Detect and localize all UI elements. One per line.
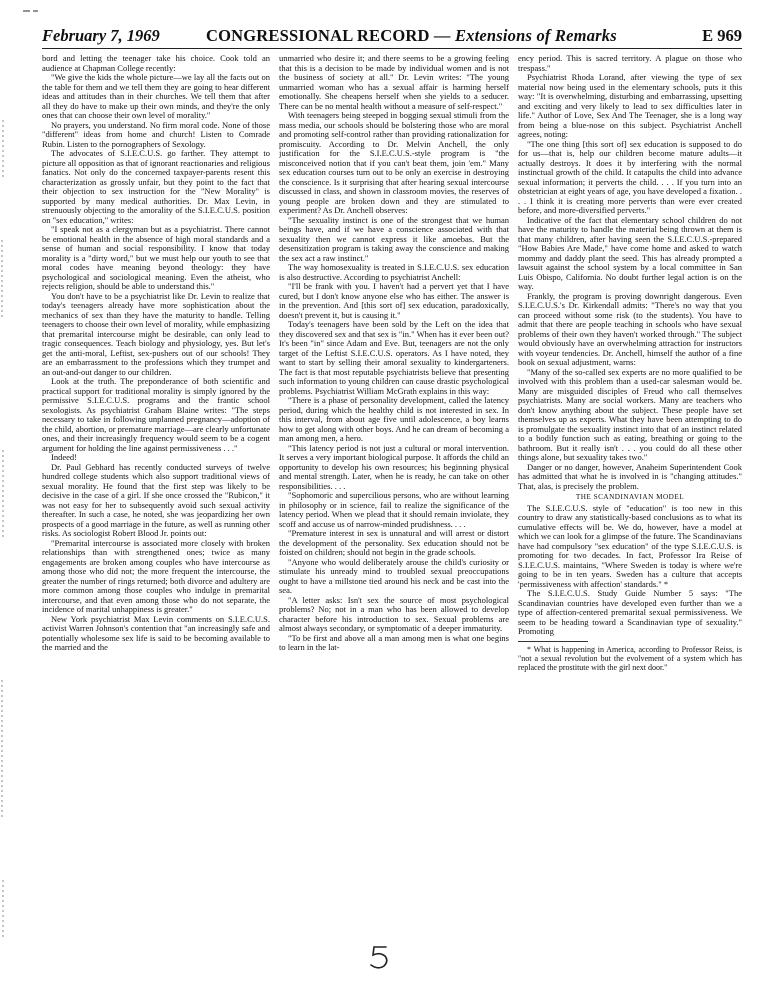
quote-paragraph: "The sexuality instinct is one of the strongest that we human beings have, and if we have a conscience associated with that sexuality then we cannot express it like amoebas. But the desensitization program is taking away the conscience and making the sex act a raw instinct." — [279, 214, 509, 263]
handwritten-page-mark — [366, 944, 394, 970]
quote-paragraph: "Sophomoric and supercilious persons, who are without learning in philosophy or in science, fail to realize the significance of the latency period. When we plead that it should remain inviolate, they scoff and accuse us of narrow-minded prudishness. . . . — [279, 490, 509, 529]
binding-edge-marks — [0, 120, 6, 940]
quote-paragraph: "To be first and above all a man among men is what one begins to learn in the lat- — [279, 632, 509, 652]
paragraph: Look at the truth. The preponderance of both scientific and practical support for traditional morality is simply ignored by the permissive S.I.E.C.U.S. programs and the frantic school sexologists. As psychiatrist Graham Blaine writes: "The steps necessary to take in following unplanned pregnancy—adoption of the child, abortion, or premature marriage—are clearly unfortunate ones, and their increasingly frequency would seem to be a cogent argument for holding the line against permissiveness . . ." — [42, 376, 270, 453]
header-title-main: CONGRESSIONAL RECORD — — [206, 26, 451, 45]
quote-paragraph: "Premarital intercourse is associated more closely with broken relationships than with strengthened ones; twice as many engagements are broken among couples who have intercourse as among those who did not; the more frequent the intercourse, the greater the number of rings returned; both divorce and adultery are more common among those couples who indulge in premarital intercourse, and that even among those who do not separate, the incidence of marital unhappiness is greater." — [42, 537, 270, 614]
quote-paragraph: "Premature interest in sex is unnatural and will arrest or distort the development of the personality. Sex education should not be foisted on children; should not begin in the grade schools. — [279, 528, 509, 557]
paragraph: Frankly, the program is proving downright dangerous. Even S.I.E.C.U.S.'s Dr. Kirkendall admits: "There's no way that you can proceed without some risk (to the students). You have to admit that there are people teaching in schools who have sexual problems of their own they haven't worked through." The subject would obviously have an overwhelming attraction for instructors with voyeur tendencies. Dr. Anchell, himself the author of a fine book on sexual adjustment, warns: — [518, 290, 742, 367]
quote-paragraph: "We give the kids the whole picture—we lay all the facts out on the table for them and we tell them they are going to hear different ideas and attitudes than in their churches. We tell them that after all they do have to make up their own minds, and they're the only ones that can choose their own level of morality." — [42, 72, 270, 120]
footnote: * What is happening in America, according to Professor Reiss, is "not a sexual revolution but the evolvement of a system which has replaced the prostitute with the girl next door." — [518, 644, 742, 672]
paragraph: The S.I.E.C.U.S. style of "education" is too new in this country to draw any statistically-based conclusions as to what its cumulative effects will be. We do, however, have a model at which we can look for a glimpse of the future. The Scandinavians have had compulsory "sex education" of the type S.I.E.C.U.S. is promoting for two decades. In fact, Professor Ira Reise of S.I.E.C.U.S. maintains, "Where Sweden is today is where we're going to be in ten years. Sweden has a culture that accepts 'permissiveness with affection' standards." * — [518, 502, 742, 589]
header-rule — [42, 48, 742, 49]
header-title-extensions: Extensions of Remarks — [454, 26, 617, 45]
header-date: February 7, 1969 — [42, 26, 160, 45]
header-title — [206, 26, 617, 46]
page-header — [42, 26, 742, 50]
paragraph: The advocates of S.I.E.C.U.S. go farther. They attempt to picture all opposition as that of ignorant reactionaries and religious fanatics. Not only do the concerned taxpayer-parents resent this characterization as grossly unfair, but they point to the fact that their objection to sex instruction for the "New Morality" is supported by many medical authorities. Dr. Max Levin, in strenuously objecting to the amorality of the S.I.E.C.U.S. position on "sex education," writes: — [42, 148, 270, 225]
paragraph: Dr. Paul Gebhard has recently conducted surveys of twelve hundred college students which also support traditional views of sexual morality. He found that the first step was likely to be decisive in the case of a girl. If she once crossed the "Rubicon," it was not easy for her to subsequently avoid such sexual activity thereafter. In such a case, he noted, she was jeopardizing her own prospects of a good marriage in the future, as well as running other risks. As sociologist Robert Blood Jr. points out: — [42, 461, 270, 538]
quote-paragraph: "I speak not as a clergyman but as a psychiatrist. There cannot be emotional health in the absence of high moral standards and a sense of human and social responsibility. I know that today morality is a "dirty word," but we must help our youth to see that moral codes have meaning beyond theology: they have psychological and sociological meaning. Even the atheist, who rejects religion, should be able to understand this." — [42, 224, 270, 291]
paragraph: ency period. This is sacred territory. A plague on those who trespass." — [518, 54, 742, 73]
paragraph: The S.I.E.C.U.S. Study Guide Number 5 says: "The Scandinavian countries have developed even further than we a type of affection-centered premarital sexual permissiveness. We seem to be heading toward a Scandinavian type of sexuality." Promoting — [518, 588, 742, 636]
quote-paragraph: "Many of the so-called sex experts are no more qualified to be involved with this problem than a used-car salesman would be. Many are misguided disciples of Freud who call themselves psychiatrists. Many are social workers. Many are teachers who don't know anything about the subject. These people have set themselves up as experts. What they have been attempting to do is promulgate the sexuality instinct into that of an instinct related to a bodily function such as eating, breathing or going to the bathroom. But it really isn't . . . you could do all these other things alone, but sexuality takes two." — [518, 366, 742, 462]
quote-paragraph: "Anyone who would deliberately arouse the child's curiosity or stimulate his unready mind to troubled sexual preoccupations ought to have a millstone tied around his neck and be cast into the sea. — [279, 556, 509, 595]
footnote-rule — [518, 641, 588, 642]
paragraph: No prayers, you understand. No firm moral code. None of those "different" ideas from home and church! Listen to Comrade Rubin. Listen to the pornographers of Sexology. — [42, 119, 270, 149]
column-3 — [518, 54, 742, 959]
paragraph: New York psychiatrist Max Levin comments on S.I.E.C.U.S. activist Warren Johnson's contention that "an increasingly safe and potentially wholesome sex life is said to be becoming available to the married and the — [42, 613, 270, 652]
paragraph: You don't have to be a psychiatrist like Dr. Levin to realize that today's teenagers already have more sophistication about the mechanics of sex than they have the maturity to handle. Telling teenagers to choose their own level of morality, while emphasizing that premarital intercourse might be desirable, can only lead to tragic consequences. Teach biology and physiology, yes. But let's get the anti-moral, Leftist, sex-pushers out of our schools! They are an embarrassment to the professions which they trumpet and an out-and-out danger to our children. — [42, 290, 270, 377]
column-2 — [279, 54, 509, 959]
column-1 — [42, 54, 270, 959]
paragraph: Indeed! — [51, 452, 77, 462]
quote-paragraph: "I'll be frank with you. I haven't had a pervert yet that I have cured, but I don't know anyone else who has either. The answer is in the prevention. And [this sort of] sex education, paradoxically, doesn't prevent it, but is causing it." — [279, 281, 509, 320]
quote-paragraph: "The one thing [this sort of] sex education is supposed to do for us—that is, help our children become mature adults—it actually destroys. It does it by interfering with the normal instinctual growth of the child. It catapults the child into advance sexual information; it perverts the child. . . . If you turn into an obstetrician at eight years of age, you have developed a fixation. . . . I think it is creating more perverts than were ever created before, and more-diversified perverts." — [518, 138, 742, 215]
paragraph: unmarried who desire it; and there seems to be a growing feeling that this is a decision to be made by individual women and is not the business of society at all." Dr. Levin writes: "The young unmarried woman who has a sexual affair is harming herself emotionally. She cheapens herself when she yields to a seducer. There can be no mental health without a measure of self-respect." — [279, 54, 509, 111]
quote-paragraph: "A letter asks: Isn't sex the source of most psychological problems? No; not in a man who has been allowed to develop character before his introduction to sex. Sexual problems are almost always secondary, or symptomatic of a deeper immaturity. — [279, 594, 509, 633]
paragraph: bord and letting the teenager take his choice. Cook told an audience at Chapman College recently: — [42, 54, 270, 73]
paragraph: The way homosexuality is treated in S.I.E.C.U.S. sex education is also destructive. According to psychiatrist Anchell: — [279, 262, 509, 282]
quote-paragraph: "This latency period is not just a cultural or moral intervention. It serves a very important biological purpose. It affords the child an opportunity to develop his own resources; his beginning physical and mental strength. Later, when he is ready, he can take on other responsibilities. . . . — [279, 442, 509, 491]
paragraph: Today's teenagers have been sold by the Left on the idea that they discovered sex and that sex is "in." When has it ever been out? It's been "in" since Adam and Eve. But, teenagers are not the only target of the Leftist S.I.E.C.U.S. operators. As I have noted, they want to start by selling their amoral sexuality to kindergarteners. The fact is that most reputable psychiatrists believe that presenting such information to young children can cause drastic psychological problems. Psychiatrist William McGrath explains in this way: — [279, 319, 509, 396]
section-heading: THE SCANDINAVIAN MODEL — [575, 493, 685, 501]
paragraph: With teenagers being steeped in bogging sexual stimuli from the mass media, our schools should be bolstering those who are moral and promoting self-control rather than providing rationalization for promiscuity. According to Dr. Melvin Anchell, the only justification for the S.I.E.C.U.S.-style program is "the misconceived notion that if you can't beat them, join 'em." Many sex education courses turn out to be only an exercise in destroying the conscience. Is it surprising that after hearing sexual intercourse discussed in class, and shown in classroom movies, the reserves of young people are broken down and they are stimulated to experiment? As Dr. Anchell observes: — [279, 110, 509, 215]
quote-paragraph: "There is a phase of personality development, called the latency period, during which the healthy child is not interested in sex. In this interval, from about age five until adolescence, a boy learns how to get along with other boys. And he can dream of becoming a man among men, a hero. — [279, 395, 509, 443]
paragraph: Psychiatrist Rhoda Lorand, after viewing the type of sex material now being used in the elementary schools, puts it this way: "It is overwhelming, disturbing and embarrassing, upsetting and exciting and very likely to lead to sex difficulties later in life." Author of Love, Sex And The Teenager, she is a long way from being a blue-nose on this subject. Psychiatrist Anchell agrees, noting: — [518, 72, 742, 139]
paragraph: Indicative of the fact that elementary school children do not have the maturity to handle the material being thrown at them is that many children, after having seen the S.I.E.C.U.S.-prepared "How Babies Are Made," have come home and asked to watch mommy and daddy plant the seed. This has already prompted a lawsuit against the school system by a local committee in San Luis Obispo, California. No doubt further legal action is on the way. — [518, 214, 742, 291]
scan-mark — [22, 8, 42, 14]
page-number: E 969 — [702, 26, 742, 45]
paragraph: Danger or no danger, however, Anaheim Superintendent Cook has admitted that what he is involved in is "changing attitudes." That, alas, is precisely the problem. — [518, 461, 742, 491]
